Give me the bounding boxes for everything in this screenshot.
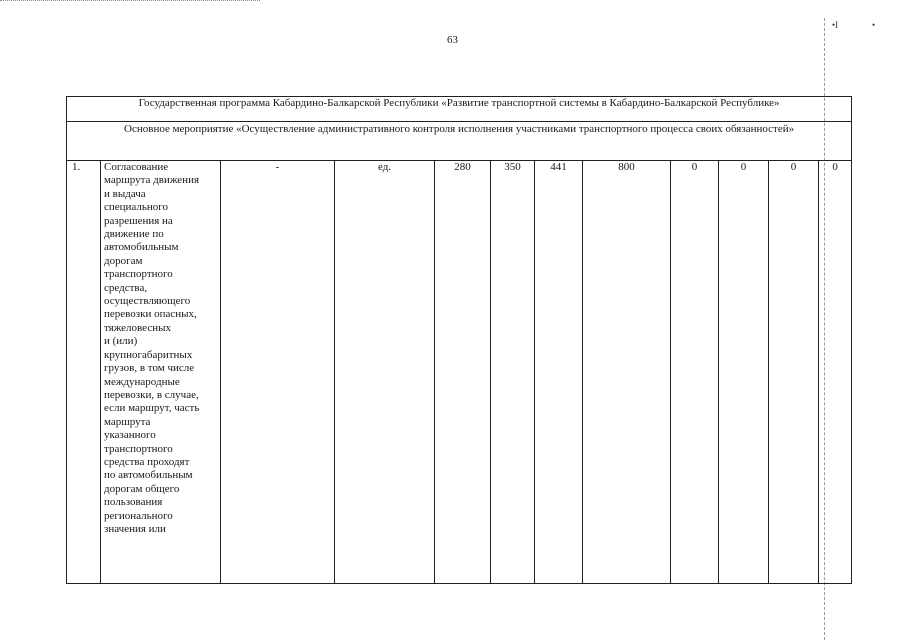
description-line: международные (104, 375, 180, 388)
description-line: тяжеловесных (104, 321, 171, 334)
value-cell: 0 (819, 161, 852, 584)
row-number: 1. (67, 161, 101, 584)
description-line: грузов, в том числе (104, 362, 195, 375)
indicator-cell: - (221, 161, 335, 584)
program-table (66, 96, 852, 584)
scan-mark-left: •I (832, 20, 839, 30)
description-line: по автомобильным (104, 469, 193, 482)
value-cell: 350 (491, 161, 535, 584)
description-line: крупногабаритных (104, 348, 193, 361)
description-line: регионального (104, 509, 173, 522)
program-header: Государственная программа Кабардино-Балкарской Республики «Развитие транспортной системы в Кабардино-Балкарской Республике» (67, 97, 852, 122)
program-header-row (67, 97, 852, 122)
description-line: транспортного (104, 442, 173, 455)
description-line: разрешения на (104, 214, 173, 227)
value-cell: 0 (671, 161, 719, 584)
page-number: 63 (447, 34, 458, 46)
description-line: перевозки, в случае, (104, 388, 199, 401)
description-line: маршрута (104, 415, 151, 428)
description-line: средства, (104, 281, 148, 294)
scan-mark-right: • (872, 20, 876, 30)
description-line: движение по (104, 228, 164, 241)
description-line: и (или) (104, 335, 138, 348)
description-line: средства проходят (104, 455, 190, 468)
value-cell: 0 (719, 161, 769, 584)
description-line: автомобильным (104, 241, 179, 254)
event-header-text: Основное мероприятие «Осуществление административного контроля исполнения участниками транспортного процесса своих обязанностей» (124, 123, 795, 135)
description-line: дорогам (104, 254, 143, 267)
scan-top-scrawl (0, 0, 260, 4)
description-line: если маршрут, часть (104, 402, 200, 415)
description-line: перевозки опасных, (104, 308, 197, 321)
description-line: пользования (104, 496, 163, 509)
event-header-row (67, 122, 852, 161)
description-line: транспортного (104, 268, 173, 281)
table-row (67, 161, 852, 584)
row-description (101, 161, 221, 584)
unit-cell: ед. (335, 161, 435, 584)
value-cell: 800 (583, 161, 671, 584)
value-cell: 280 (435, 161, 491, 584)
description-line: осуществляющего (104, 295, 191, 308)
description-line: и выдача (104, 187, 146, 200)
description-line: специального (104, 201, 169, 214)
description-line: указанного (104, 429, 156, 442)
description-line: дорогам общего (104, 482, 180, 495)
value-cell: 0 (769, 161, 819, 584)
description-line: значения или (104, 522, 166, 535)
description-line: Согласование (104, 161, 169, 173)
event-header (67, 122, 852, 161)
description-line: маршрута движения (104, 174, 200, 187)
value-cell: 441 (535, 161, 583, 584)
